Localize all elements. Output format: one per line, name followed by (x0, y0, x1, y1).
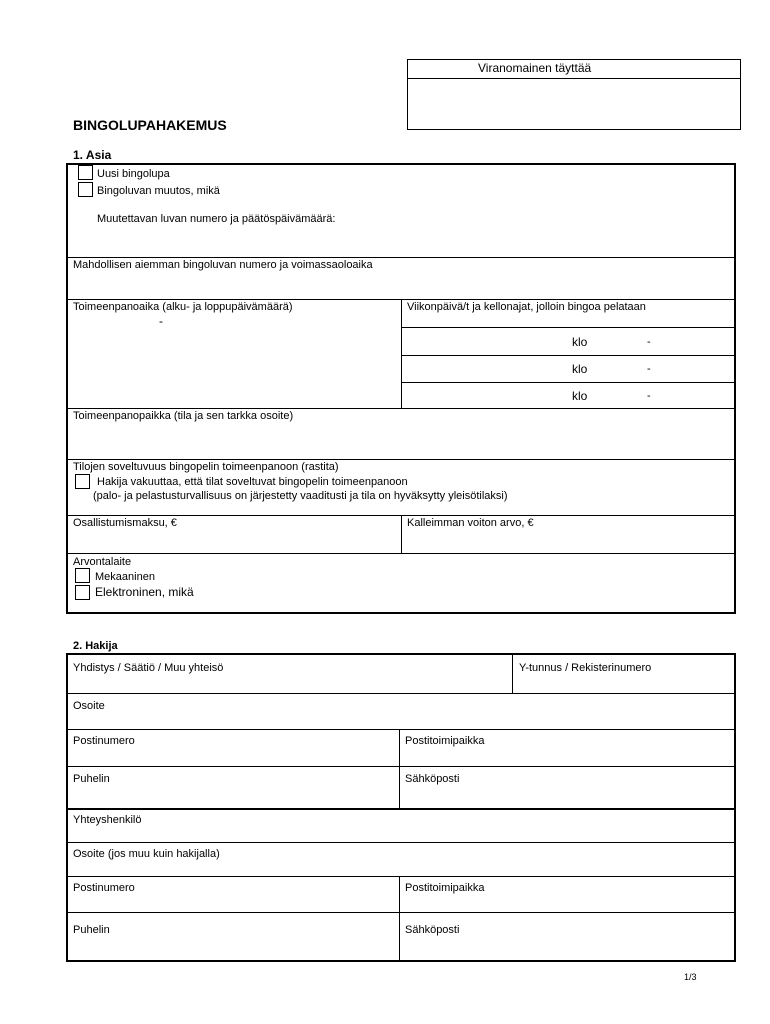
label-contact-email: Sähköposti (405, 924, 460, 936)
field-fee[interactable] (73, 531, 393, 551)
divider (401, 355, 735, 356)
label-location: Toimeenpanopaikka (tila ja sen tarkka osoite) (73, 410, 294, 422)
divider (67, 912, 735, 913)
field-change-details[interactable] (97, 227, 727, 255)
label-post-office: Postitoimipaikka (405, 735, 485, 747)
divider (67, 729, 735, 730)
divider (67, 257, 735, 258)
field-top-prize[interactable] (407, 531, 727, 551)
field-contact-phone[interactable] (73, 938, 393, 958)
divider (67, 459, 735, 460)
suitability-line2: (palo- ja pelastusturvallisuus on järjestetty vaaditusti ja tila on hyväksytty yleisötilaksi) (93, 490, 508, 502)
field-contact-person[interactable] (73, 828, 728, 840)
klo-label-2: klo (572, 362, 588, 376)
label-organization: Yhdistys / Säätiö / Muu yhteisö (73, 662, 224, 674)
divider (512, 654, 513, 693)
field-organization[interactable] (73, 676, 503, 691)
divider (401, 299, 402, 408)
label-contact-person: Yhteyshenkilö (73, 814, 142, 826)
label-new-permit: Uusi bingolupa (97, 168, 170, 180)
office-use-divider (407, 78, 741, 79)
field-contact-email[interactable] (405, 938, 725, 958)
field-post-office[interactable] (405, 749, 725, 764)
field-previous-permit[interactable] (73, 273, 728, 297)
klo-dash-1: - (647, 336, 651, 348)
field-phone[interactable] (73, 787, 393, 805)
divider (67, 876, 735, 877)
divider (401, 515, 402, 553)
label-suitability: Tilojen soveltuvuus bingopelin toimeenpanoon (rastita) (73, 461, 339, 473)
label-contact-phone: Puhelin (73, 924, 110, 936)
field-contact-postal-code[interactable] (73, 896, 393, 910)
label-weekdays: Viikonpäivä/t ja kellonajat, jolloin bingoa pelataan (407, 301, 646, 313)
divider (67, 553, 735, 554)
divider (401, 327, 735, 328)
klo-label-1: klo (572, 335, 588, 349)
klo-dash-2: - (647, 363, 651, 375)
field-business-id[interactable] (519, 676, 729, 691)
office-use-label: Viranomainen täyttää (478, 61, 592, 75)
divider (401, 382, 735, 383)
field-postal-code[interactable] (73, 749, 393, 764)
section1-heading: 1. Asia (73, 148, 112, 162)
checkbox-mechanical[interactable] (75, 568, 90, 583)
label-postal-code: Postinumero (73, 735, 135, 747)
label-top-prize: Kalleimman voiton arvo, € (407, 517, 534, 529)
checkbox-new-permit[interactable] (78, 165, 93, 180)
label-business-id: Y-tunnus / Rekisterinumero (519, 662, 652, 674)
divider (67, 766, 735, 767)
klo-dash-3: - (647, 390, 651, 402)
divider (399, 729, 400, 808)
checkbox-electronic[interactable] (75, 585, 90, 600)
label-permit-change: Bingoluvan muutos, mikä (97, 185, 220, 197)
field-location[interactable] (73, 424, 728, 456)
field-email[interactable] (405, 787, 725, 805)
label-fee: Osallistumismaksu, € (73, 517, 177, 529)
divider (399, 876, 400, 961)
label-electronic: Elektroninen, mikä (95, 585, 194, 599)
field-address[interactable] (73, 714, 728, 727)
label-contact-post-office: Postitoimipaikka (405, 882, 485, 894)
label-previous-permit: Mahdollisen aiemman bingoluvan numero ja voimassaoloaika (73, 259, 373, 271)
form-title: BINGOLUPAHAKEMUS (73, 117, 227, 133)
suitability-line1: Hakija vakuuttaa, että tilat soveltuvat bingopelin toimeenpanoon (97, 476, 408, 488)
label-contact-address: Osoite (jos muu kuin hakijalla) (73, 848, 220, 860)
label-period: Toimeenpanoaika (alku- ja loppupäivämäärä) (73, 301, 293, 313)
label-mechanical: Mekaaninen (95, 571, 155, 583)
field-period[interactable] (73, 315, 393, 405)
label-email: Sähköposti (405, 773, 460, 785)
field-contact-post-office[interactable] (405, 896, 725, 910)
page-number: 1/3 (684, 972, 697, 982)
label-phone: Puhelin (73, 773, 110, 785)
label-address: Osoite (73, 700, 105, 712)
label-change-permit-number: Muutettavan luvan numero ja päätöspäivämäärä: (97, 213, 336, 225)
label-contact-postal-code: Postinumero (73, 882, 135, 894)
divider (67, 693, 735, 694)
divider (67, 408, 735, 409)
period-dash: - (159, 314, 163, 328)
divider (67, 842, 735, 843)
divider (67, 808, 735, 810)
checkbox-suitability[interactable] (75, 474, 90, 489)
klo-label-3: klo (572, 389, 588, 403)
field-contact-address[interactable] (73, 862, 728, 874)
checkbox-permit-change[interactable] (78, 182, 93, 197)
label-draw-device: Arvontalaite (73, 556, 132, 568)
section2-heading: 2. Hakija (73, 640, 118, 652)
